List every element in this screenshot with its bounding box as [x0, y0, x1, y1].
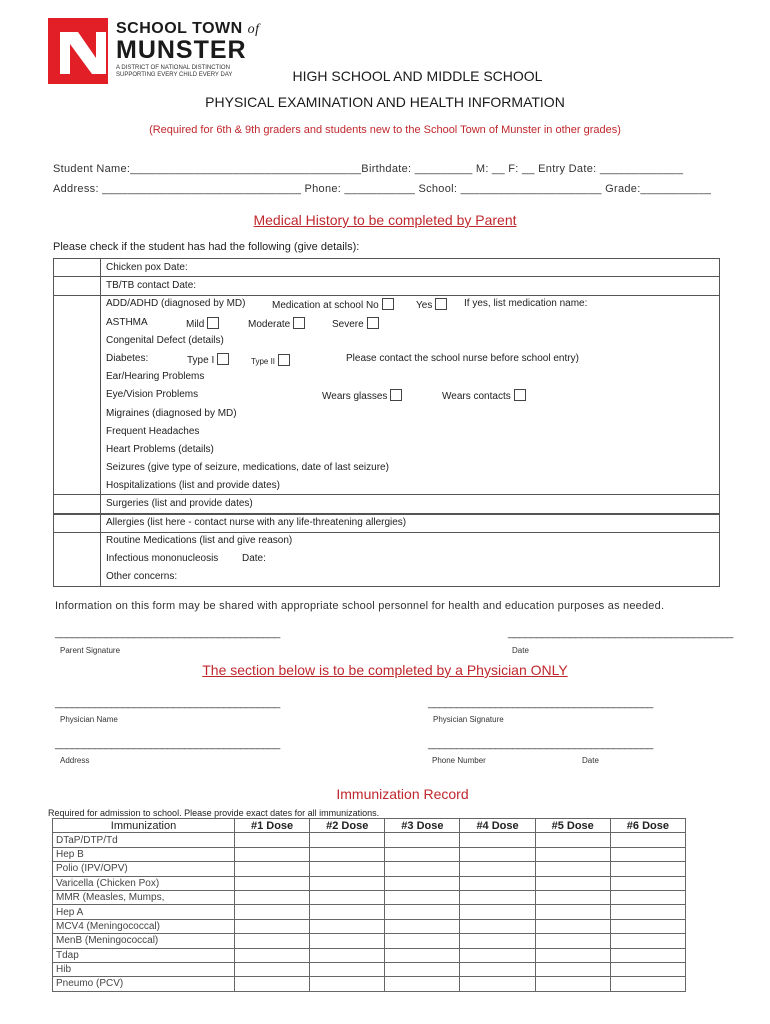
student-info-row-1[interactable]: Student Name:____________________________________Birthdate: _________ M: __ F: __ Entry Date: _____________ [53, 163, 684, 175]
dose-cell[interactable] [235, 876, 310, 890]
dose-cell[interactable] [460, 905, 535, 919]
physician-phone-label: Phone Number [432, 756, 486, 765]
history-checkbox-cell[interactable] [54, 314, 101, 332]
header-dose-4: #4 Dose [460, 819, 535, 833]
dose-cell[interactable] [610, 862, 685, 876]
dose-cell[interactable] [385, 962, 460, 976]
history-checkbox-cell[interactable] [54, 568, 101, 586]
dose-cell[interactable] [535, 862, 610, 876]
history-checkbox-cell[interactable] [54, 477, 101, 495]
history-row: ASTHMA Mild Moderate Severe [54, 314, 719, 332]
history-row: Ear/Hearing Problems [54, 368, 719, 386]
history-row: Chicken pox Date: [54, 259, 719, 277]
dose-cell[interactable] [460, 934, 535, 948]
asthma-moderate-checkbox[interactable] [293, 317, 305, 329]
logo-text-school-town: SCHOOL TOWN of [116, 20, 260, 37]
dose-cell[interactable] [535, 948, 610, 962]
history-checkbox-cell[interactable] [54, 277, 101, 295]
dose-cell[interactable] [385, 862, 460, 876]
dose-cell[interactable] [535, 833, 610, 847]
physician-name-label: Physician Name [60, 715, 118, 724]
history-checkbox-cell[interactable] [54, 350, 101, 368]
dose-cell[interactable] [535, 919, 610, 933]
physician-name-line[interactable]: ________________________________________ [55, 697, 280, 709]
privacy-notice: Information on this form may be shared with appropriate school personnel for health and education purposes as needed. [55, 600, 665, 612]
immunization-name: Hib [53, 962, 235, 976]
dose-cell[interactable] [310, 934, 385, 948]
header-dose-1: #1 Dose [235, 819, 310, 833]
dose-cell[interactable] [235, 905, 310, 919]
dose-cell[interactable] [610, 934, 685, 948]
immunization-name: MenB (Meningococcal) [53, 934, 235, 948]
dose-cell[interactable] [310, 862, 385, 876]
dose-cell[interactable] [310, 876, 385, 890]
history-row: Eye/Vision Problems Wears glasses Wears contacts [54, 386, 719, 404]
history-row: Frequent Headaches [54, 423, 719, 441]
dose-cell[interactable] [310, 962, 385, 976]
dose-cell[interactable] [460, 962, 535, 976]
asthma-mild-checkbox[interactable] [207, 317, 219, 329]
wears-glasses-checkbox[interactable] [390, 389, 402, 401]
physician-signature-line[interactable]: ________________________________________ [428, 697, 653, 709]
physician-date-label: Date [582, 756, 599, 765]
history-row: Infectious mononucleosis Date: [54, 550, 719, 568]
immunization-row [53, 833, 686, 847]
immunization-row [53, 977, 686, 991]
physician-address-line[interactable]: ________________________________________ [55, 738, 280, 750]
dose-cell[interactable] [460, 977, 535, 991]
immunization-name: Hep B [53, 847, 235, 861]
immunization-name: Hep A [53, 905, 235, 919]
dose-cell[interactable] [535, 934, 610, 948]
medical-history-heading: Medical History to be completed by Parent [253, 212, 517, 228]
dose-cell[interactable] [235, 962, 310, 976]
history-row: TB/TB contact Date: [54, 277, 719, 295]
immunization-row [53, 919, 686, 933]
immunization-name: Pneumo (PCV) [53, 977, 235, 991]
history-row: Hospitalizations (list and provide dates) [54, 477, 719, 495]
immunization-row [53, 934, 686, 948]
history-row: Diabetes: Type I Type II Please contact the school nurse before school entry) [54, 350, 719, 368]
dose-cell[interactable] [385, 905, 460, 919]
dose-cell[interactable] [235, 890, 310, 904]
immunization-name: Tdap [53, 948, 235, 962]
immunization-note: Required for admission to school. Please provide exact dates for all immunizations. [48, 808, 380, 818]
dose-cell[interactable] [535, 890, 610, 904]
dose-cell[interactable] [610, 977, 685, 991]
diabetes-type1-checkbox[interactable] [217, 353, 229, 365]
dose-cell[interactable] [310, 948, 385, 962]
dose-cell[interactable] [610, 919, 685, 933]
immunization-name: MCV4 (Meningococcal) [53, 919, 235, 933]
history-checkbox-cell[interactable] [54, 295, 101, 313]
dose-cell[interactable] [610, 833, 685, 847]
dose-cell[interactable] [235, 847, 310, 861]
form-title-line2: PHYSICAL EXAMINATION AND HEALTH INFORMATION [205, 94, 565, 110]
header-dose-3: #3 Dose [385, 819, 460, 833]
physician-signature-label: Physician Signature [433, 715, 504, 724]
parent-date-line[interactable]: ________________________________________ [508, 627, 733, 639]
dose-cell[interactable] [610, 905, 685, 919]
dose-cell[interactable] [385, 876, 460, 890]
student-info-row-2[interactable]: Address: _______________________________ Phone: ___________ School: ______________________ Grade:___________ [53, 183, 712, 195]
dose-cell[interactable] [460, 847, 535, 861]
asthma-severe-checkbox[interactable] [367, 317, 379, 329]
header-dose-5: #5 Dose [535, 819, 610, 833]
wears-contacts-checkbox[interactable] [514, 389, 526, 401]
dose-cell[interactable] [310, 905, 385, 919]
history-row: Congenital Defect (details) [54, 332, 719, 350]
dose-cell[interactable] [235, 977, 310, 991]
dose-cell[interactable] [385, 833, 460, 847]
history-row: Other concerns: [54, 568, 719, 586]
immunization-table [52, 818, 686, 992]
history-checkbox-cell[interactable] [54, 441, 101, 459]
immunization-name: MMR (Measles, Mumps, [53, 890, 235, 904]
logo-text-munster: MUNSTER [116, 36, 247, 64]
dose-cell[interactable] [385, 948, 460, 962]
dose-cell[interactable] [535, 962, 610, 976]
history-checkbox-cell[interactable] [54, 259, 101, 277]
header-dose-2: #2 Dose [310, 819, 385, 833]
medical-history-instruction: Please check if the student has had the following (give details): [53, 241, 360, 253]
dose-cell[interactable] [385, 890, 460, 904]
header-dose-6: #6 Dose [610, 819, 685, 833]
history-row: Allergies (list here - contact nurse with any life-threatening allergies) [54, 514, 719, 532]
immunization-row [53, 876, 686, 890]
medical-history-table [53, 258, 720, 587]
logo-tagline: A DISTRICT OF NATIONAL DISTINCTION SUPPORTING EVERY CHILD EVERY DAY [116, 65, 233, 78]
physician-phone-line[interactable]: ________________________________________ [428, 738, 653, 750]
immunization-row [53, 847, 686, 861]
history-checkbox-cell[interactable] [54, 532, 101, 550]
dose-cell[interactable] [235, 919, 310, 933]
dose-cell[interactable] [310, 833, 385, 847]
required-note: (Required for 6th & 9th graders and students new to the School Town of Munster in other grades) [149, 124, 621, 136]
dose-cell[interactable] [460, 919, 535, 933]
immunization-row [53, 890, 686, 904]
dose-cell[interactable] [235, 833, 310, 847]
history-checkbox-cell[interactable] [54, 495, 101, 513]
physician-address-label: Address [60, 756, 90, 765]
immunization-row [53, 862, 686, 876]
medication-yes-checkbox[interactable] [435, 298, 447, 310]
dose-cell[interactable] [610, 876, 685, 890]
history-checkbox-cell[interactable] [54, 368, 101, 386]
dose-cell[interactable] [460, 833, 535, 847]
physician-section-heading: The section below is to be completed by a Physician ONLY [202, 662, 568, 678]
dose-cell[interactable] [535, 876, 610, 890]
immunization-row [53, 948, 686, 962]
history-checkbox-cell[interactable] [54, 405, 101, 423]
dose-cell[interactable] [610, 948, 685, 962]
immunization-name: DTaP/DTP/Td [53, 833, 235, 847]
immunization-name: Varicella (Chicken Pox) [53, 876, 235, 890]
history-row: Heart Problems (details) [54, 441, 719, 459]
history-checkbox-cell[interactable] [54, 386, 101, 404]
history-row: Seizures (give type of seizure, medications, date of last seizure) [54, 459, 719, 477]
immunization-header-row [53, 819, 686, 833]
diabetes-type2-checkbox[interactable] [278, 354, 290, 366]
header-immunization: Immunization [53, 819, 235, 833]
dose-cell[interactable] [610, 962, 685, 976]
immunization-heading: Immunization Record [336, 786, 469, 802]
dose-cell[interactable] [460, 948, 535, 962]
dose-cell[interactable] [535, 905, 610, 919]
parent-signature-label: Parent Signature [60, 646, 121, 655]
parent-signature-line[interactable]: ________________________________________ [55, 627, 280, 639]
dose-cell[interactable] [235, 934, 310, 948]
dose-cell[interactable] [235, 948, 310, 962]
form-title-line1: HIGH SCHOOL AND MIDDLE SCHOOL [292, 68, 543, 84]
dose-cell[interactable] [385, 919, 460, 933]
dose-cell[interactable] [235, 862, 310, 876]
dose-cell[interactable] [310, 847, 385, 861]
dose-cell[interactable] [610, 847, 685, 861]
dose-cell[interactable] [535, 847, 610, 861]
parent-date-label: Date [512, 646, 529, 655]
history-row: Surgeries (list and provide dates) [54, 495, 719, 513]
history-checkbox-cell[interactable] [54, 423, 101, 441]
dose-cell[interactable] [385, 934, 460, 948]
dose-cell[interactable] [310, 919, 385, 933]
dose-cell[interactable] [460, 890, 535, 904]
dose-cell[interactable] [535, 977, 610, 991]
dose-cell[interactable] [310, 977, 385, 991]
dose-cell[interactable] [385, 977, 460, 991]
dose-cell[interactable] [385, 847, 460, 861]
history-row: Migraines (diagnosed by MD) [54, 405, 719, 423]
dose-cell[interactable] [310, 890, 385, 904]
history-row: Routine Medications (list and give reason) [54, 532, 719, 550]
medication-no-checkbox[interactable] [382, 298, 394, 310]
immunization-row [53, 962, 686, 976]
immunization-name: Polio (IPV/OPV) [53, 862, 235, 876]
dose-cell[interactable] [460, 862, 535, 876]
history-row: ADD/ADHD (diagnosed by MD) Medication at school No Yes If yes, list medication name: [54, 295, 719, 313]
dose-cell[interactable] [460, 876, 535, 890]
history-checkbox-cell[interactable] [54, 550, 101, 568]
history-checkbox-cell[interactable] [54, 514, 101, 532]
dose-cell[interactable] [610, 890, 685, 904]
immunization-row [53, 905, 686, 919]
history-checkbox-cell[interactable] [54, 459, 101, 477]
history-checkbox-cell[interactable] [54, 332, 101, 350]
